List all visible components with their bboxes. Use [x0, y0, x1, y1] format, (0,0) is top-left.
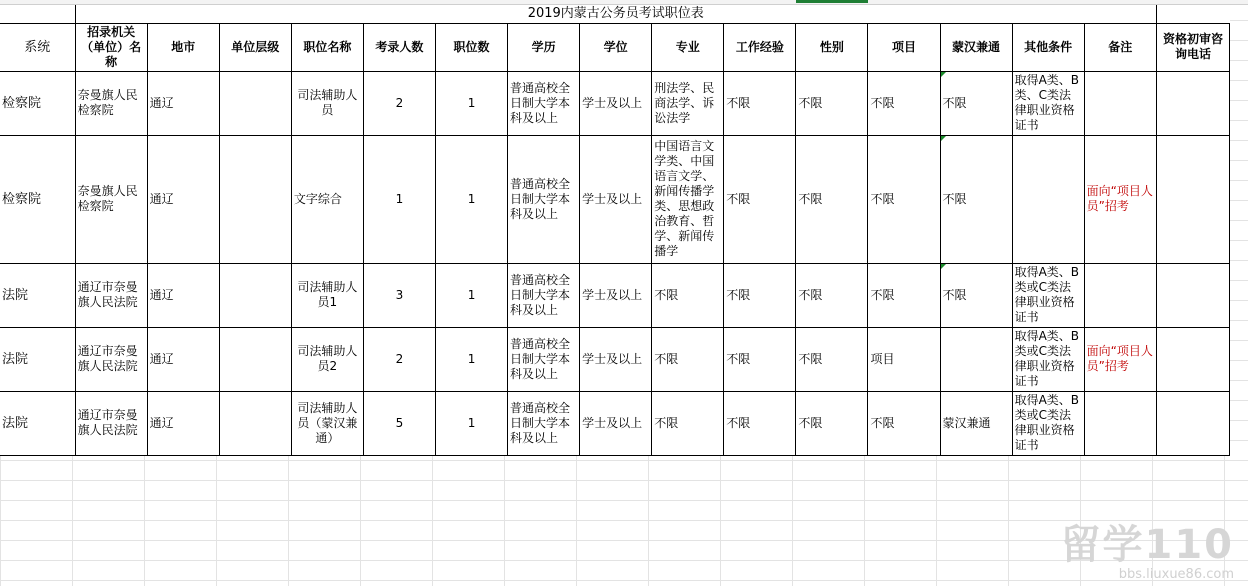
- cell-hires[interactable]: 2: [363, 327, 435, 391]
- header-cell[interactable]: 地市: [147, 23, 219, 71]
- header-cell[interactable]: 学历: [508, 23, 580, 71]
- title-left-blank[interactable]: [0, 5, 75, 23]
- cell-project[interactable]: 不限: [868, 71, 940, 135]
- job-position-table: [0, 5, 1230, 456]
- cell-other[interactable]: 取得A类、B类、C类法律职业资格证书: [1012, 71, 1084, 135]
- cell-position[interactable]: 司法辅助人员1: [291, 263, 363, 327]
- cell-system[interactable]: 法院: [0, 327, 75, 391]
- cell-education[interactable]: 普通高校全日制大学本科及以上: [508, 263, 580, 327]
- cell-bilingual[interactable]: 不限: [940, 263, 1012, 327]
- table-row: [0, 391, 1230, 455]
- title-row: [0, 5, 1230, 23]
- cell-major[interactable]: 不限: [652, 327, 724, 391]
- cell-gender[interactable]: 不限: [796, 263, 868, 327]
- cell-level[interactable]: [219, 327, 291, 391]
- cell-phone[interactable]: [1156, 327, 1229, 391]
- cell-degree[interactable]: 学士及以上: [580, 391, 652, 455]
- table-row: [0, 263, 1230, 327]
- cell-system[interactable]: 检察院: [0, 71, 75, 135]
- cell-remark[interactable]: [1084, 71, 1156, 135]
- cell-remark[interactable]: [1084, 391, 1156, 455]
- header-cell[interactable]: 学位: [580, 23, 652, 71]
- sheet-title[interactable]: 2019内蒙古公务员考试职位表: [75, 5, 1156, 23]
- cell-degree[interactable]: 学士及以上: [580, 263, 652, 327]
- cell-system[interactable]: 检察院: [0, 135, 75, 263]
- header-cell[interactable]: 工作经验: [724, 23, 796, 71]
- cell-degree[interactable]: 学士及以上: [580, 327, 652, 391]
- header-cell[interactable]: 单位层级: [219, 23, 291, 71]
- header-cell[interactable]: 性别: [796, 23, 868, 71]
- cell-bilingual[interactable]: [940, 327, 1012, 391]
- cell-hires[interactable]: 1: [363, 135, 435, 263]
- cell-posts[interactable]: 1: [435, 263, 507, 327]
- cell-level[interactable]: [219, 391, 291, 455]
- cell-project[interactable]: 项目: [868, 327, 940, 391]
- cell-city[interactable]: 通辽: [147, 135, 219, 263]
- cell-hires[interactable]: 2: [363, 71, 435, 135]
- cell-level[interactable]: [219, 71, 291, 135]
- header-cell[interactable]: 职位名称: [291, 23, 363, 71]
- cell-education[interactable]: 普通高校全日制大学本科及以上: [508, 71, 580, 135]
- cell-system[interactable]: 法院: [0, 263, 75, 327]
- cell-level[interactable]: [219, 135, 291, 263]
- header-cell[interactable]: 项目: [868, 23, 940, 71]
- watermark-url: bbs.liuxue86.com: [1118, 567, 1234, 582]
- cell-bilingual[interactable]: 蒙汉兼通: [940, 391, 1012, 455]
- table-row: [0, 327, 1230, 391]
- cell-phone[interactable]: [1156, 135, 1229, 263]
- cell-bilingual[interactable]: 不限: [940, 71, 1012, 135]
- cell-major[interactable]: 不限: [652, 263, 724, 327]
- header-cell[interactable]: 考录人数: [363, 23, 435, 71]
- cell-experience[interactable]: 不限: [724, 263, 796, 327]
- cell-phone[interactable]: [1156, 263, 1229, 327]
- cell-project[interactable]: 不限: [868, 135, 940, 263]
- cell-posts[interactable]: 1: [435, 391, 507, 455]
- cell-other[interactable]: 取得A类、B类或C类法律职业资格证书: [1012, 327, 1084, 391]
- cell-remark[interactable]: [1084, 263, 1156, 327]
- cell-level[interactable]: [219, 263, 291, 327]
- site-watermark: [1061, 523, 1235, 582]
- cell-degree[interactable]: 学士及以上: [580, 71, 652, 135]
- cell-city[interactable]: 通辽: [147, 263, 219, 327]
- cell-org[interactable]: 奈曼旗人民检察院: [75, 71, 147, 135]
- header-cell[interactable]: 系统: [0, 23, 75, 71]
- cell-gender[interactable]: 不限: [796, 391, 868, 455]
- cell-gender[interactable]: 不限: [796, 71, 868, 135]
- title-right-blank[interactable]: [1156, 5, 1229, 23]
- cell-experience[interactable]: 不限: [724, 327, 796, 391]
- cell-gender[interactable]: 不限: [796, 135, 868, 263]
- cell-experience[interactable]: 不限: [724, 71, 796, 135]
- cell-experience[interactable]: 不限: [724, 391, 796, 455]
- cell-system[interactable]: 法院: [0, 391, 75, 455]
- cell-major[interactable]: 不限: [652, 391, 724, 455]
- cell-position[interactable]: 司法辅助人员（蒙汉兼通）: [291, 391, 363, 455]
- cell-degree[interactable]: 学士及以上: [580, 135, 652, 263]
- cell-major[interactable]: 中国语言文学类、中国语言文学、新闻传播学类、思想政治教育、哲学、新闻传播学: [652, 135, 724, 263]
- cell-project[interactable]: 不限: [868, 391, 940, 455]
- cell-hires[interactable]: 5: [363, 391, 435, 455]
- cell-other[interactable]: 取得A类、B类或C类法律职业资格证书: [1012, 391, 1084, 455]
- cell-other[interactable]: [1012, 135, 1084, 263]
- cell-org[interactable]: 通辽市奈曼旗人民法院: [75, 391, 147, 455]
- cell-remark[interactable]: 面向“项目人员”招考: [1084, 135, 1156, 263]
- cell-org[interactable]: 奈曼旗人民检察院: [75, 135, 147, 263]
- cell-major[interactable]: 刑法学、民商法学、诉讼法学: [652, 71, 724, 135]
- cell-remark[interactable]: 面向“项目人员”招考: [1084, 327, 1156, 391]
- cell-education[interactable]: 普通高校全日制大学本科及以上: [508, 135, 580, 263]
- cell-experience[interactable]: 不限: [724, 135, 796, 263]
- table-row: [0, 71, 1230, 135]
- cell-bilingual[interactable]: 不限: [940, 135, 1012, 263]
- header-cell[interactable]: 资格初审咨询电话: [1156, 23, 1229, 71]
- cell-position[interactable]: 司法辅助人员: [291, 71, 363, 135]
- cell-other[interactable]: 取得A类、B类或C类法律职业资格证书: [1012, 263, 1084, 327]
- header-cell[interactable]: 其他条件: [1012, 23, 1084, 71]
- selected-column-indicator: [796, 0, 868, 3]
- cell-city[interactable]: 通辽: [147, 391, 219, 455]
- cell-city[interactable]: 通辽: [147, 71, 219, 135]
- cell-city[interactable]: 通辽: [147, 327, 219, 391]
- cell-phone[interactable]: [1156, 391, 1229, 455]
- header-cell[interactable]: 专业: [652, 23, 724, 71]
- header-cell[interactable]: 职位数: [435, 23, 507, 71]
- cell-posts[interactable]: 1: [435, 71, 507, 135]
- cell-education[interactable]: 普通高校全日制大学本科及以上: [508, 327, 580, 391]
- cell-posts[interactable]: 1: [435, 135, 507, 263]
- cell-org[interactable]: 通辽市奈曼旗人民法院: [75, 263, 147, 327]
- cell-gender[interactable]: 不限: [796, 327, 868, 391]
- cell-org[interactable]: 通辽市奈曼旗人民法院: [75, 327, 147, 391]
- cell-posts[interactable]: 1: [435, 327, 507, 391]
- cell-phone[interactable]: [1156, 71, 1229, 135]
- cell-project[interactable]: 不限: [868, 263, 940, 327]
- header-cell[interactable]: 备注: [1084, 23, 1156, 71]
- cell-position[interactable]: 文字综合: [291, 135, 363, 263]
- watermark-logo-text: 留学110: [1060, 522, 1234, 568]
- header-cell[interactable]: 蒙汉兼通: [940, 23, 1012, 71]
- table-row: [0, 135, 1230, 263]
- header-row: [0, 23, 1230, 71]
- cell-hires[interactable]: 3: [363, 263, 435, 327]
- cell-position[interactable]: 司法辅助人员2: [291, 327, 363, 391]
- header-cell[interactable]: 招录机关（单位）名称: [75, 23, 147, 71]
- cell-education[interactable]: 普通高校全日制大学本科及以上: [508, 391, 580, 455]
